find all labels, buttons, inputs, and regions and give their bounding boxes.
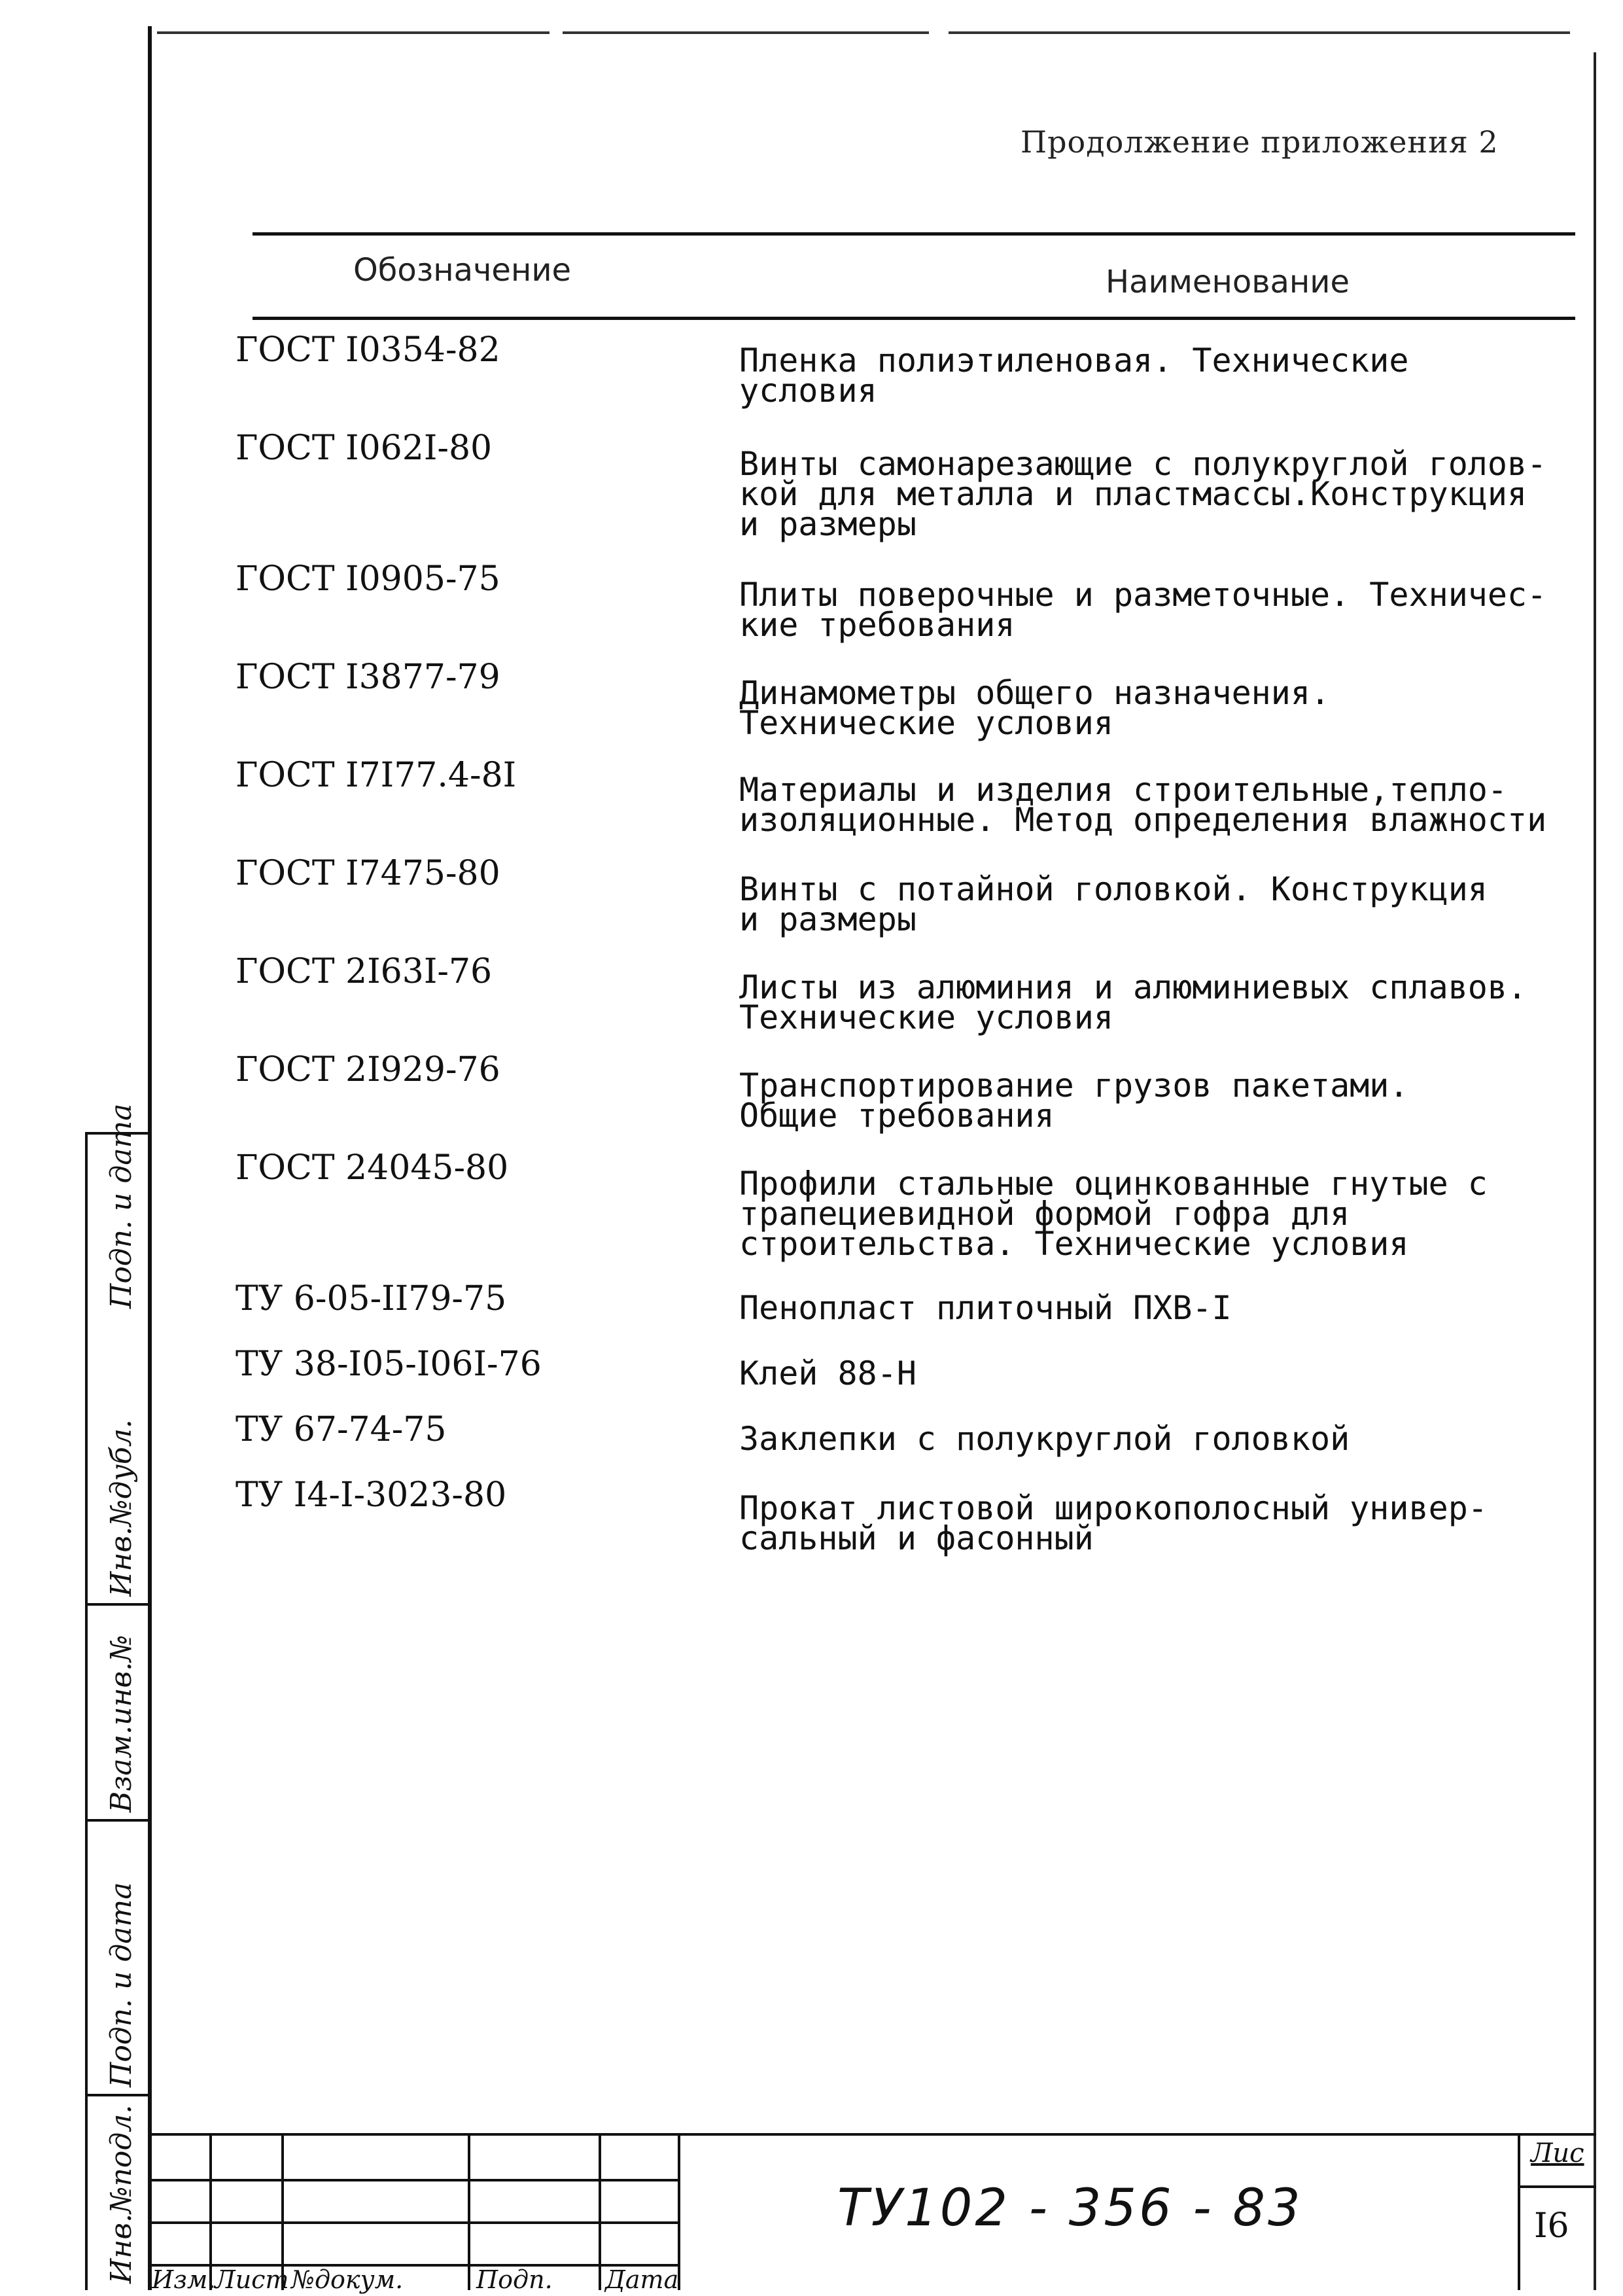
title-block-col-line <box>468 2133 470 2290</box>
title-block-column-label: №докум. <box>291 2265 404 2294</box>
side-strip-outer-line <box>85 1132 88 2290</box>
table-row-name: Материалы и изделия строительные,тепло- изоляционные. Метод определения влажности <box>739 771 1547 839</box>
table-row-name: Листы из алюминия и алюминиевых сплавов. Технические условия <box>739 968 1527 1036</box>
table-row-name: Заклепки с полукруглой головкой <box>739 1420 1350 1458</box>
title-block-column-label: Изм. <box>152 2265 216 2294</box>
table-row-code: ГОСТ I7475-80 <box>236 854 500 893</box>
column-header-designation: Обозначение <box>353 252 572 289</box>
table-header-rule <box>253 317 1575 320</box>
frame-top-border-segment <box>157 31 550 34</box>
table-top-rule <box>253 232 1575 236</box>
table-row-name: Плиты поверочные и разметочные. Техничес- кие требования <box>739 576 1547 644</box>
table-row-code: ГОСТ 2I63I-76 <box>236 952 493 991</box>
title-block-column-label: Дата <box>605 2265 679 2294</box>
frame-right-border <box>1594 52 1596 2290</box>
page-header-title: Продолжение приложения 2 <box>1021 124 1499 160</box>
table-row-code: ГОСТ 2I929-76 <box>236 1050 500 1089</box>
table-row-code: ГОСТ I3877-79 <box>236 658 500 697</box>
side-strip-divider <box>85 2094 148 2096</box>
column-header-name: Наименование <box>1106 264 1350 300</box>
title-block-sheet-border <box>1518 2133 1520 2290</box>
table-row-code: ТУ 38-I05-I06I-76 <box>236 1345 542 1384</box>
side-strip-label: Подп. и дата <box>105 1882 138 2087</box>
table-row-name: Пленка полиэтиленовая. Технические условия <box>739 342 1409 410</box>
table-row-name: Профили стальные оцинкованные гнутые с трапециевидной формой гофра для строительства. Технические условия <box>739 1165 1488 1263</box>
frame-left-border <box>148 26 152 2290</box>
sheet-number: I6 <box>1534 2206 1569 2246</box>
document-code: ТУ102 - 356 - 83 <box>837 2179 1303 2238</box>
side-strip-divider <box>85 1819 148 1822</box>
table-row-name: Винты с потайной головкой. Конструкция и размеры <box>739 870 1488 938</box>
table-row-name: Прокат листовой широкополосный универ- сальный и фасонный <box>739 1489 1488 1557</box>
side-strip-label: Инв.№подл. <box>105 2104 138 2284</box>
side-strip-label: Инв.№дубл. <box>105 1419 138 1597</box>
title-block-column-label: Лист <box>215 2265 289 2294</box>
table-row-code: ТУ I4-I-3023-80 <box>236 1475 507 1515</box>
table-row-name: Пенопласт плиточный ПХВ-I <box>739 1289 1232 1327</box>
title-block-column-label: Подп. <box>476 2265 553 2294</box>
table-row-code: ГОСТ I7I77.4-8I <box>236 756 517 795</box>
frame-top-border-segment <box>949 31 1570 34</box>
title-block-col-line <box>599 2133 601 2290</box>
table-row-code: ГОСТ I0354-82 <box>236 330 500 370</box>
table-row-name: Динамометры общего назначения. Технические условия <box>739 674 1331 742</box>
table-row-code: ТУ 6-05-II79-75 <box>236 1279 507 1318</box>
title-block-top-line <box>148 2133 1596 2136</box>
table-row-name: Клей 88-Н <box>739 1354 916 1392</box>
table-row-code: ГОСТ 24045-80 <box>236 1148 509 1188</box>
sheet-label: Лис <box>1531 2138 1584 2168</box>
side-strip-label: Подп. и дата <box>105 1103 138 1309</box>
table-row-code: ТУ 67-74-75 <box>236 1410 447 1449</box>
frame-top-border-segment <box>563 31 929 34</box>
table-row-code: ГОСТ I062I-80 <box>236 429 493 468</box>
table-row-name: Винты самонарезающие с полукруглой голов- кой для металла и пластмассы.Конструкция и размеры <box>739 445 1547 543</box>
table-row-code: ГОСТ I0905-75 <box>236 559 500 599</box>
table-row-name: Транспортирование грузов пакетами. Общие требования <box>739 1067 1409 1135</box>
side-strip-divider <box>85 1603 148 1606</box>
title-block-sheet-divider <box>1518 2185 1596 2188</box>
side-strip-label: Взам.инв.№ <box>105 1634 138 1812</box>
